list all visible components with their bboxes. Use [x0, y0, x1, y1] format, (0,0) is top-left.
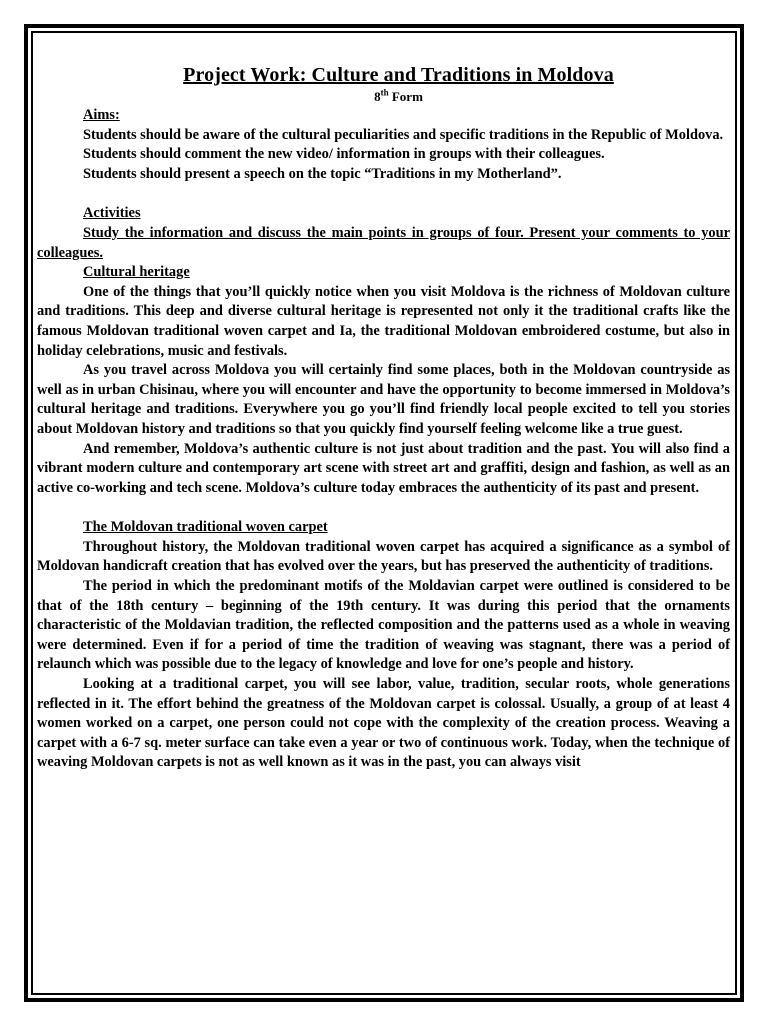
- document-title: Project Work: Culture and Traditions in Moldova: [183, 64, 614, 86]
- activities-instruction: Study the information and discuss the main points in groups of four. Present your comments to your colleagues.: [37, 224, 730, 261]
- carpet-paragraph: The period in which the predominant motifs of the Moldavian carpet were outlined is considered to be that of the 18th century – beginning of the 19th century. It was during this period that the ornaments characteristic of the Moldavian tradition, the reflected composition and the patterns used as a whole in weaving were determined. Even if for a period of time the tradition of weaving was stagnant, there was a period of relaunch which was possible due to the legacy of knowledge and love for one’s people and history.: [37, 578, 730, 673]
- form-number: 8: [374, 89, 381, 104]
- cultural-heritage-heading: Cultural heritage: [83, 264, 190, 281]
- form-line: [37, 88, 730, 106]
- form-word: Form: [388, 89, 423, 104]
- form-suffix: th: [380, 87, 389, 98]
- aim-item: Students should comment the new video/ information in groups with their colleagues.: [83, 146, 605, 163]
- document-body: [37, 62, 730, 773]
- section-spacer: [37, 498, 730, 518]
- aims-heading: Aims:: [83, 107, 120, 123]
- carpet-paragraph: Looking at a traditional carpet, you will see labor, value, tradition, secular roots, whole generations reflected in it. The effort behind the greatness of the Moldovan carpet is colossal. Usually, a group of at least 4 women worked on a carpet, one person could not cope with the complexity of the creation process. Weaving a carpet with a 6-7 sq. meter surface can take even a year or two of continuous work. Today, when the technique of weaving Moldovan carpets is not as well known as it was in the past, you can always visit: [37, 676, 730, 771]
- aim-item: Students should present a speech on the topic “Traditions in my Motherland”.: [83, 165, 562, 182]
- aim-item: Students should be aware of the cultural peculiarities and specific traditions in the Republic of Moldova.: [83, 126, 724, 143]
- cultural-heritage-paragraph: One of the things that you’ll quickly notice when you visit Moldova is the richness of Moldovan culture and traditions. This deep and diverse cultural heritage is represented not only it the traditional crafts like the famous Moldovan traditional woven carpet and Ia, the traditional Moldovan embroidered costume, but also in holiday celebrations, music and festivals.: [37, 283, 730, 359]
- cultural-heritage-paragraph: As you travel across Moldova you will certainly find some places, both in the Moldovan countryside as well as in urban Chisinau, where you will encounter and have the opportunity to become immersed in Moldova’s cultural heritage and traditions. Everywhere you go you’ll find friendly local people excited to tell you stories about Moldovan history and traditions so that you quickly find yourself feeling welcome like a true guest.: [37, 362, 730, 437]
- cultural-heritage-paragraph: And remember, Moldova’s authentic culture is not just about tradition and the past. You will also find a vibrant modern culture and contemporary art scene with street art and graffiti, design and fashion, as well as an active co-working and tech scene. Moldova’s culture today embraces the authenticity of its past and present.: [37, 440, 730, 496]
- activities-heading: Activities: [83, 205, 141, 222]
- carpet-paragraph: Throughout history, the Moldovan traditional woven carpet has acquired a significance as a symbol of Moldovan handicraft creation that has evolved over the years, but has preserved the authenticity of traditions.: [37, 538, 730, 575]
- carpet-heading: The Moldovan traditional woven carpet: [83, 519, 328, 536]
- section-spacer: [37, 184, 730, 204]
